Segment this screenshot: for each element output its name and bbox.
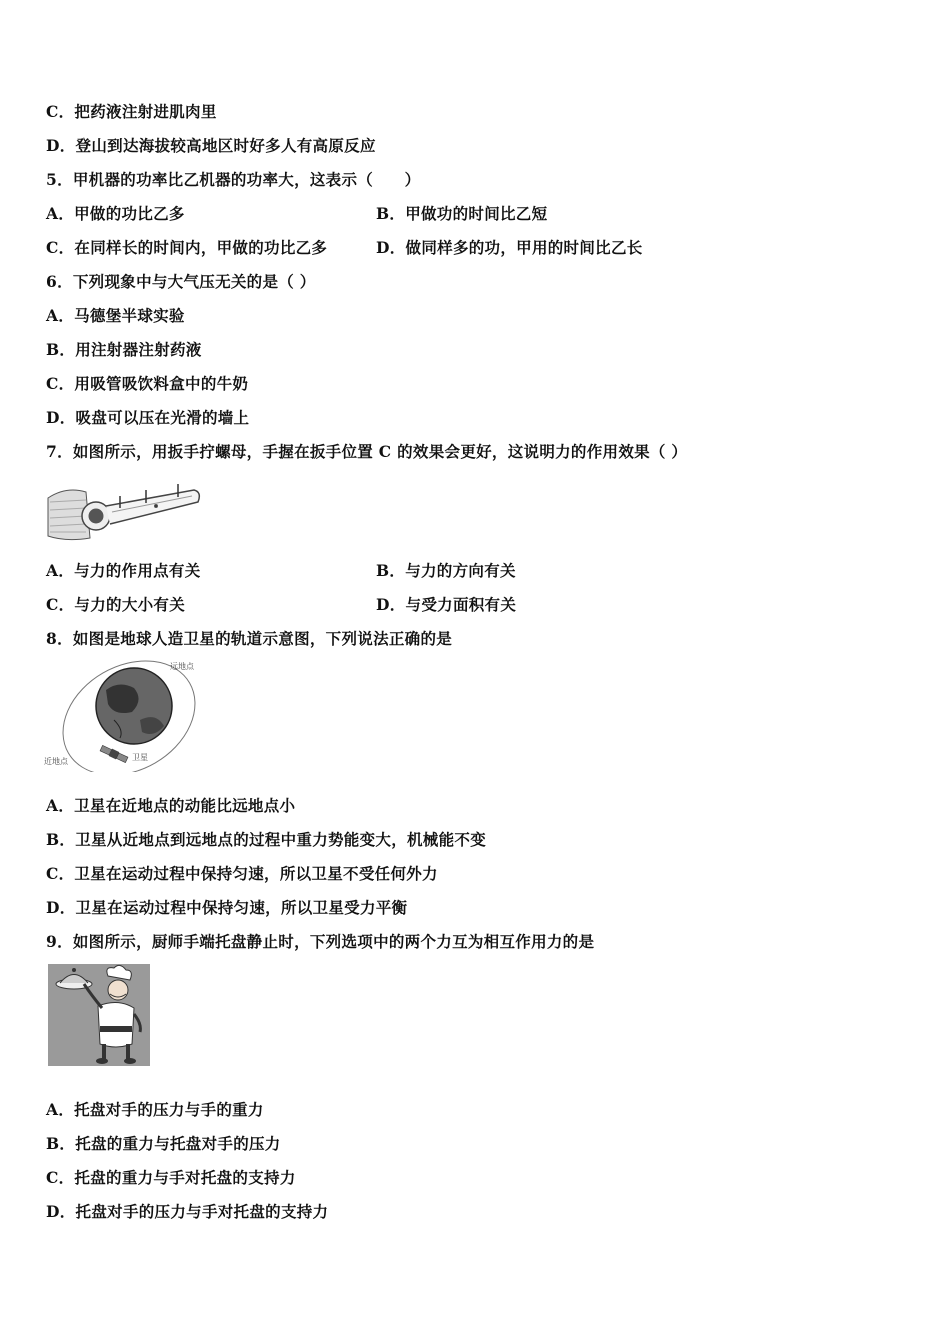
perigee-label: 近地点: [44, 757, 68, 766]
q8-option-d: D．卫星在运动过程中保持匀速，所以卫星受力平衡: [46, 898, 408, 917]
q6-option-d: D．吸盘可以压在光滑的墙上: [46, 408, 250, 427]
option-d-prev: D．登山到达海拔较高地区时好多人有高原反应: [46, 136, 376, 155]
q6-option-b: B．用注射器注射药液: [46, 340, 202, 359]
q5-option-b: B．甲做功的时间比乙短: [376, 204, 548, 223]
q7-option-a: A．与力的作用点有关: [46, 561, 201, 580]
q9-option-c: C．托盘的重力与手对托盘的支持力: [46, 1168, 296, 1187]
q5-option-a: A．甲做的功比乙多: [46, 204, 185, 223]
wrench-figure: [46, 478, 202, 544]
question-7: 7．如图所示，用扳手拧螺母，手握在扳手位置 C 的效果会更好，这说明力的作用效果（ ）: [46, 442, 688, 461]
chef-figure: [48, 964, 150, 1066]
q9-option-d: D．托盘对手的压力与手对托盘的支持力: [46, 1202, 329, 1221]
q7-option-b: B．与力的方向有关: [376, 561, 516, 580]
q7-option-c: C．与力的大小有关: [46, 595, 186, 614]
q5-option-c: C．在同样长的时间内，甲做的功比乙多: [46, 238, 328, 257]
q8-option-b: B．卫星从近地点到远地点的过程中重力势能变大，机械能不变: [46, 830, 487, 849]
q7-option-d: D．与受力面积有关: [376, 595, 517, 614]
q8-option-a: A．卫星在近地点的动能比远地点小: [46, 796, 296, 815]
q6-option-a: A．马德堡半球实验: [46, 306, 185, 325]
satellite-orbit-figure: [44, 660, 204, 772]
apogee-label: 远地点: [170, 662, 194, 671]
option-c-prev: C．把药液注射进肌肉里: [46, 102, 217, 121]
question-8: 8．如图是地球人造卫星的轨道示意图，下列说法正确的是: [46, 629, 453, 648]
question-6: 6．下列现象中与大气压无关的是（ ）: [46, 272, 316, 291]
question-9: 9．如图所示，厨师手端托盘静止时，下列选项中的两个力互为相互作用力的是: [46, 932, 595, 951]
q6-option-c: C．用吸管吸饮料盒中的牛奶: [46, 374, 249, 393]
q9-option-b: B．托盘的重力与托盘对手的压力: [46, 1134, 281, 1153]
q9-option-a: A．托盘对手的压力与手的重力: [46, 1100, 264, 1119]
question-5: 5．甲机器的功率比乙机器的功率大，这表示（ ）: [46, 170, 421, 189]
satellite-label: 卫星: [132, 753, 148, 762]
q5-option-d: D．做同样多的功，甲用的时间比乙长: [376, 238, 643, 257]
q8-option-c: C．卫星在运动过程中保持匀速，所以卫星不受任何外力: [46, 864, 438, 883]
